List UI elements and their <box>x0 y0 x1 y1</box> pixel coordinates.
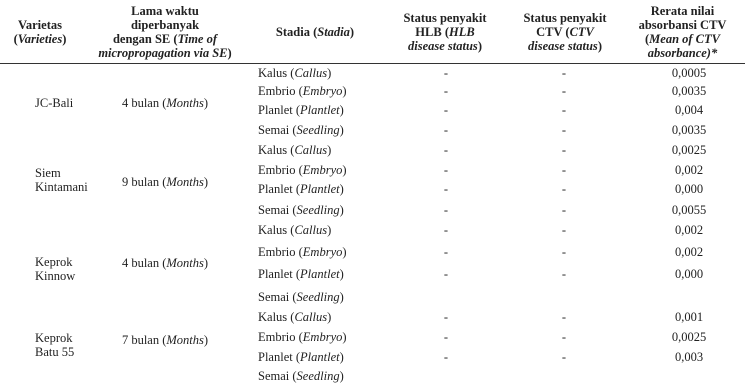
ctv-status: - <box>561 182 567 196</box>
hlb-status: - <box>443 143 449 157</box>
stage-label: Embrio (Embryo) <box>258 245 347 259</box>
absorbance-value: 0,0005 <box>671 66 707 80</box>
ctv-status: - <box>561 267 567 281</box>
variety-label: Keprok Kinnow <box>35 255 76 283</box>
table-header <box>0 0 745 64</box>
ctv-status: - <box>561 163 567 177</box>
absorbance-value: 0,0025 <box>671 330 707 344</box>
absorbance-value: 0,002 <box>674 245 704 259</box>
hlb-status: - <box>443 66 449 80</box>
hlb-status: - <box>443 103 449 117</box>
hlb-status: - <box>443 245 449 259</box>
stage-label: Semai (Seedling) <box>258 203 344 217</box>
stage-label: Kalus (Callus) <box>258 66 332 80</box>
stage-label: Embrio (Embryo) <box>258 163 347 177</box>
duration-label: 4 bulan (Months) <box>121 96 209 110</box>
ctv-status: - <box>561 84 567 98</box>
stage-label: Planlet (Plantlet) <box>258 103 344 117</box>
header-duration: Lama waktu diperbanyak dengan SE (Time of micropropagation via SE) <box>98 3 232 60</box>
hlb-status: - <box>443 310 449 324</box>
header-hlb-status: Status penyakit HLB (HLB disease status) <box>403 10 487 53</box>
ctv-status: - <box>561 350 567 364</box>
stage-label: Kalus (Callus) <box>258 310 332 324</box>
hlb-status: - <box>443 330 449 344</box>
absorbance-value: 0,002 <box>674 163 704 177</box>
hlb-status: - <box>443 203 449 217</box>
stage-label: Embrio (Embryo) <box>258 330 347 344</box>
ctv-status: - <box>561 330 567 344</box>
variety-label: Keprok Batu 55 <box>35 331 75 359</box>
ctv-status: - <box>561 310 567 324</box>
ctv-status: - <box>561 103 567 117</box>
absorbance-value: 0,0035 <box>671 123 707 137</box>
hlb-status: - <box>443 163 449 177</box>
absorbance-value: 0,000 <box>674 267 704 281</box>
stage-label: Kalus (Callus) <box>258 223 332 237</box>
ctv-status: - <box>561 245 567 259</box>
hlb-status: - <box>443 267 449 281</box>
absorbance-value: 0,002 <box>674 223 704 237</box>
absorbance-value: 0,004 <box>674 103 704 117</box>
ctv-status: - <box>561 143 567 157</box>
header-ctv-status: Status penyakit CTV (CTV disease status) <box>523 10 607 53</box>
header-ctv-absorbance: Rerata nilai absorbansi CTV (Mean of CTV absorbance)* <box>638 3 727 60</box>
stage-label: Semai (Seedling) <box>258 290 344 304</box>
ctv-status: - <box>561 223 567 237</box>
variety-label: Siem Kintamani <box>35 166 88 194</box>
stage-label: Planlet (Plantlet) <box>258 350 344 364</box>
variety-label: JC-Bali <box>35 96 74 110</box>
header-stage: Stadia (Stadia) <box>275 24 355 39</box>
duration-label: 4 bulan (Months) <box>121 256 209 270</box>
stage-label: Planlet (Plantlet) <box>258 267 344 281</box>
stage-label: Planlet (Plantlet) <box>258 182 344 196</box>
absorbance-value: 0,0055 <box>671 203 707 217</box>
absorbance-value: 0,0035 <box>671 84 707 98</box>
hlb-status: - <box>443 182 449 196</box>
absorbance-value: 0,0025 <box>671 143 707 157</box>
absorbance-value: 0,000 <box>674 182 704 196</box>
hlb-status: - <box>443 223 449 237</box>
ctv-status: - <box>561 66 567 80</box>
duration-label: 7 bulan (Months) <box>121 333 209 347</box>
duration-label: 9 bulan (Months) <box>121 175 209 189</box>
header-varieties: Varietas (Varieties) <box>13 17 67 46</box>
stage-label: Semai (Seedling) <box>258 123 344 137</box>
hlb-status: - <box>443 84 449 98</box>
hlb-status: - <box>443 123 449 137</box>
absorbance-value: 0,003 <box>674 350 704 364</box>
hlb-status: - <box>443 350 449 364</box>
ctv-status: - <box>561 203 567 217</box>
absorbance-value: 0,001 <box>674 310 704 324</box>
stage-label: Kalus (Callus) <box>258 143 332 157</box>
ctv-status: - <box>561 123 567 137</box>
stage-label: Semai (Seedling) <box>258 369 344 383</box>
stage-label: Embrio (Embryo) <box>258 84 347 98</box>
